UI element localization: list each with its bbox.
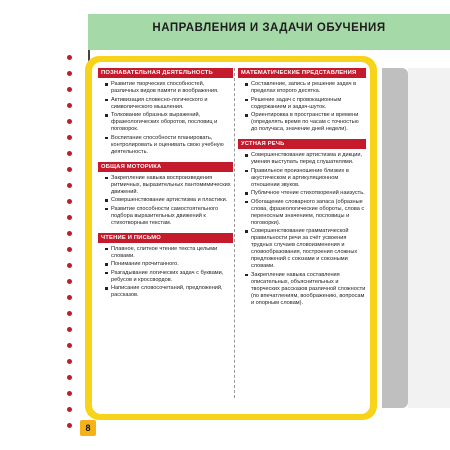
- list-item: Разгадывание логических задач с буквами, ребусов и кроссвордов.: [98, 270, 233, 284]
- list-item: Совершенствование артистизма и пластики.: [98, 197, 233, 204]
- section-title: МАТЕМАТИЧЕСКИЕ ПРЕДСТАВЛЕНИЯ: [238, 68, 366, 78]
- list-item: Воспитание способности планировать, контролировать и оценивать свою учебную деятельность.: [98, 135, 233, 156]
- list-item: Развитие способности самостоятельного подбора выразительных движений к стихотворным текстам.: [98, 206, 233, 227]
- page-number: 8: [80, 420, 96, 436]
- list-item: Публичное чтение стихотворений наизусть.: [238, 190, 366, 197]
- list-item: Активизация словесно-логического и символического мышления.: [98, 97, 233, 111]
- list-item: Развитие творческих способностей, различных видов памяти и воображения.: [98, 81, 233, 95]
- list-item: Совершенствование грамматической правильности речи за счёт усвоения трудных случаев словоизменения и словообразования, построения сложных предложений с союзами и союзными словами.: [238, 228, 366, 270]
- page-title: НАПРАВЛЕНИЯ И ЗАДАЧИ ОБУЧЕНИЯ: [152, 22, 386, 34]
- list-item: Составление, запись и решение задач в пределах второго десятка.: [238, 81, 366, 95]
- content-card: [85, 56, 377, 420]
- section-math: [238, 68, 366, 133]
- card-shadow-bar: [382, 68, 408, 408]
- left-column: [98, 68, 233, 305]
- section-cognitive: [98, 68, 233, 156]
- right-column: [238, 68, 366, 313]
- list-item: Понимание прочитанного.: [98, 261, 233, 268]
- list-item: Совершенствование артистизма и дикции, умения выступать перед слушателями.: [238, 152, 366, 166]
- list-item: Обогащение словарного запаса (образные слова, фразеологические обороты, слова с переносным значением, пословицы и поговорки).: [238, 199, 366, 227]
- column-divider: [234, 68, 235, 398]
- list-item: Толкование образных выражений, фразеологических оборотов, пословиц и поговорок.: [98, 112, 233, 133]
- list-item: Закрепление навыка составления описательных, объяснительных и творческих рассказов различной сложности (по впечатлениям, воображению, вопросам и опорным словам).: [238, 272, 366, 307]
- page-edge: [408, 68, 450, 408]
- list-item: Решение задач с провокационным содержанием и задач-шуток.: [238, 97, 366, 111]
- list-item: Правильное произношение близких в акустическом и артикуляционном отношении звуков.: [238, 168, 366, 189]
- section-title: ПОЗНАВАТЕЛЬНАЯ ДЕЯТЕЛЬНОСТЬ: [98, 68, 233, 78]
- section-title: УСТНАЯ РЕЧЬ: [238, 139, 366, 149]
- section-speech: [238, 139, 366, 307]
- section-title: ЧТЕНИЕ И ПИСЬМО: [98, 233, 233, 243]
- list-item: Написание словосочетаний, предложений, рассказов.: [98, 285, 233, 299]
- section-reading: [98, 233, 233, 300]
- list-item: Закрепление навыка воспроизведения ритмичных, выразительных пантомимических движений.: [98, 175, 233, 196]
- card-inner: [92, 62, 370, 414]
- section-motor: [98, 162, 233, 227]
- section-title: ОБЩАЯ МОТОРИКА: [98, 162, 233, 172]
- dotted-border: [63, 55, 77, 440]
- list-item: Ориентировка в пространстве и времени (определять время по часам с точностью до получаса, значение дней недели).: [238, 112, 366, 133]
- list-item: Плавное, слитное чтение текста целыми словами.: [98, 246, 233, 260]
